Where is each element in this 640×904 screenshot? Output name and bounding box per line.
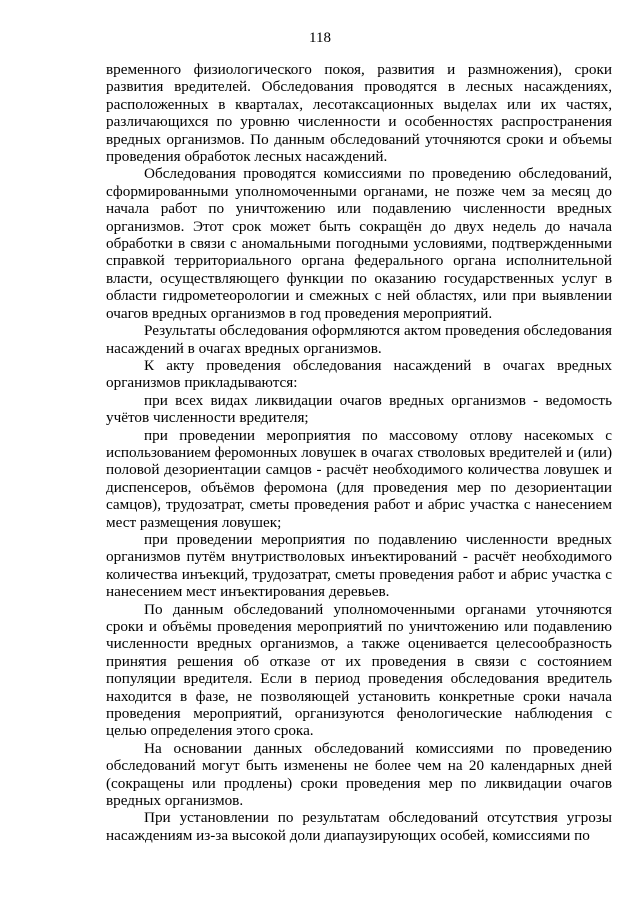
paragraph: При установлении по результатам обследований отсутствия угрозы насаждениям из-за высокой доли диапаузирующих особей, комиссиями по (106, 809, 612, 844)
paragraph: при проведении мероприятия по подавлению численности вредных организмов путём внутриствoловых инъектирований - расчёт необходимого количества инъекций, трудозатрат, сметы проведения работ и абрис участка с нанесением мест инъектирования деревьев. (106, 530, 612, 601)
paragraph: Обследования проводятся комиссиями по проведению обследований, сформированными уполномоченными органами, не позже чем за месяц до начала работ по уничтожению или подавлению численности вредных организмов. Этот срок может быть сокращён до двух недель до начала обработки в связи с аномальными погодными условиями, подтвержденными справкой территориального органа федерального органа исполнительной власти, осуществляющего функции по оказанию государственных услуг в области гидрометеорологии и смежных с ней областях, или при выявлении очагов вредных организмов в год проведения мероприятий. (106, 165, 612, 322)
paragraph: временного физиологического покоя, развития и размножения), сроки развития вредителей. Обследования проводятся в лесных насаждениях, расположенных в кварталах, лесотаксационных выделах или их частях, различающихся по уровню численности и особенностях распространения вредных организмов. По данным обследований уточняются сроки и объемы проведения обработок лесных насаждений. (106, 61, 612, 166)
paragraph: при всех видах ликвидации очагов вредных организмов - ведомость учётов численности вредителя; (106, 391, 612, 427)
paragraph: Результаты обследования оформляются актом проведения обследования насаждений в очагах вредных организмов. (106, 322, 612, 357)
page-number: 118 (309, 30, 331, 46)
paragraph: На основании данных обследований комиссиями по проведению обследований могут быть изменены не более чем на 20 календарных дней (сокращены или продлены) сроки проведения мер по ликвидации очагов вредных организмов. (106, 739, 612, 810)
body-text (106, 61, 612, 844)
paragraph: По данным обследований уполномоченными органами уточняются сроки и объёмы проведения мероприятий по уничтожению или подавлению численности вредных организмов, а также оценивается целесообразность принятия решения об отказе от их проведения в связи с состоянием популяции вредителя. Если в период проведения обследования вредитель находится в фазе, не позволяющей установить конкретные сроки начала проведения мероприятий, организуются фенологические наблюдения с целью определения этого срока. (106, 600, 612, 740)
paragraph: К акту проведения обследования насаждений в очагах вредных организмов прикладываются: (106, 356, 612, 392)
paragraph: при проведении мероприятия по массовому отлову насекомых с использованием феромонных ловушек в очагах стволовых вредителей и (или) половой дезориентации самцов - расчёт необходимого количества ловушек и диспенсеров, объёмов феромона (для проведения мер по дезориентации самцов), трудозатрат, сметы проведения работ и абрис участка с нанесением мест размещения ловушек; (106, 426, 612, 531)
